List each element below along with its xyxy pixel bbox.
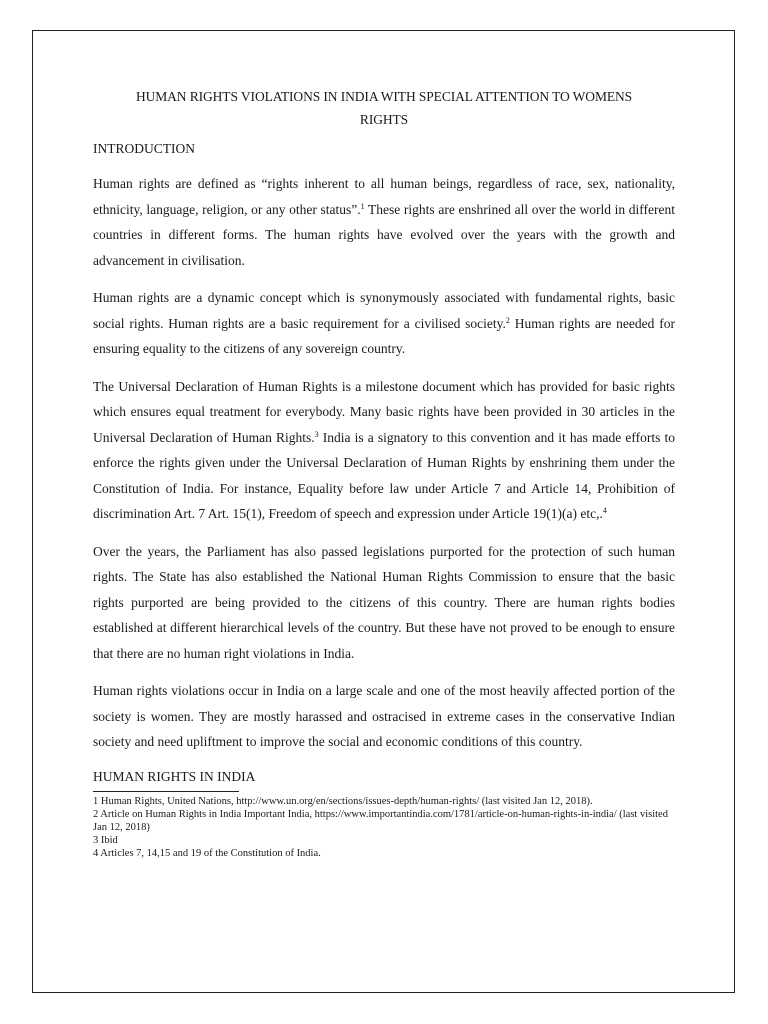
paragraph-1 <box>93 171 675 273</box>
paragraph-4: Over the years, the Parliament has also passed legislations purported for the protection of such human rights. The State has also established the National Human Rights Commission to ensure that the basic rights purported are being provided to the citizens of this country. There are human rights bodies established at different hierarchical levels of the country. But these have not proved to be enough to ensure that there are no human right violations in India. <box>93 543 675 661</box>
title-line-2: RIGHTS <box>359 112 409 127</box>
paragraph-1-text: Human rights are defined as “rights inherent to all human beings, regardless of race, sex, nationality, ethnicity, language, religion, or any other status”. <box>93 176 675 217</box>
paragraph-2 <box>93 285 675 362</box>
footnote-4: 4 Articles 7, 14,15 and 19 of the Constitution of India. <box>93 847 321 859</box>
paragraph-1-text-cont: These rights are enshrined all over the world in different countries in different forms. The human rights have evolved over the years with the growth and advancement in civilisation. <box>93 201 675 268</box>
paragraph-3 <box>93 374 675 527</box>
title-line-1: HUMAN RIGHTS VIOLATIONS IN INDIA WITH SPECIAL ATTENTION TO WOMENS <box>135 89 633 104</box>
footnote-ref-4: 4 <box>602 506 607 515</box>
footnote-1: 1 Human Rights, United Nations, http://www.un.org/en/sections/issues-depth/human-rights/ (last visited Jan 12, 2018). <box>93 795 593 807</box>
paragraph-5: Human rights violations occur in India on a large scale and one of the most heavily affected portion of the society is women. They are mostly harassed and ostracised in extreme cases in the conservative Indian society and need upliftment to improve the social and economic conditions of this country. <box>93 683 675 749</box>
footnote-ref-3: 3 <box>314 429 319 439</box>
paragraph-3-text: The Universal Declaration of Human Rights is a milestone document which has provided for basic rights which ensures equal treatment for everybody. Many basic rights have been provided in 30 articles in the Universal Declaration of Human Rights. <box>93 378 675 445</box>
paragraph-2-text: Human rights are a dynamic concept which is synonymously associated with fundamental rights, basic social rights. Human rights are a basic requirement for a civilised society. <box>93 290 675 331</box>
document-title <box>93 85 675 131</box>
footnote-ref-2: 2 <box>505 315 510 325</box>
footnote-2: 2 Article on Human Rights in India Important India, https://www.importantindia.com/1781/article-on-human-rights-in-india/ (last visited Jan 12, 2018) <box>93 808 668 833</box>
section-heading-human-rights-in-india: HUMAN RIGHTS IN INDIA <box>93 768 256 784</box>
footnote-3: 3 Ibid <box>93 834 118 846</box>
footnote-ref-1: 1 <box>360 201 365 211</box>
document-body <box>93 85 675 860</box>
footnote-separator <box>93 791 239 792</box>
paragraph-3-text-cont: India is a signatory to this convention and it has made efforts to enforce the rights given under the Universal Declaration of Human Rights by enshrining them under the Constitution of India. For instance, Equality before law under Article 7 and Article 14, Prohibition of discrimination Art. 7 Art. 15(1), Freedom of speech and expression under Article 19(1)(a) etc,. <box>93 429 676 521</box>
introduction-heading: INTRODUCTION <box>93 141 195 156</box>
paragraph-2-text-cont: Human rights are needed for ensuring equality to the citizens of any sovereign country. <box>93 315 675 356</box>
